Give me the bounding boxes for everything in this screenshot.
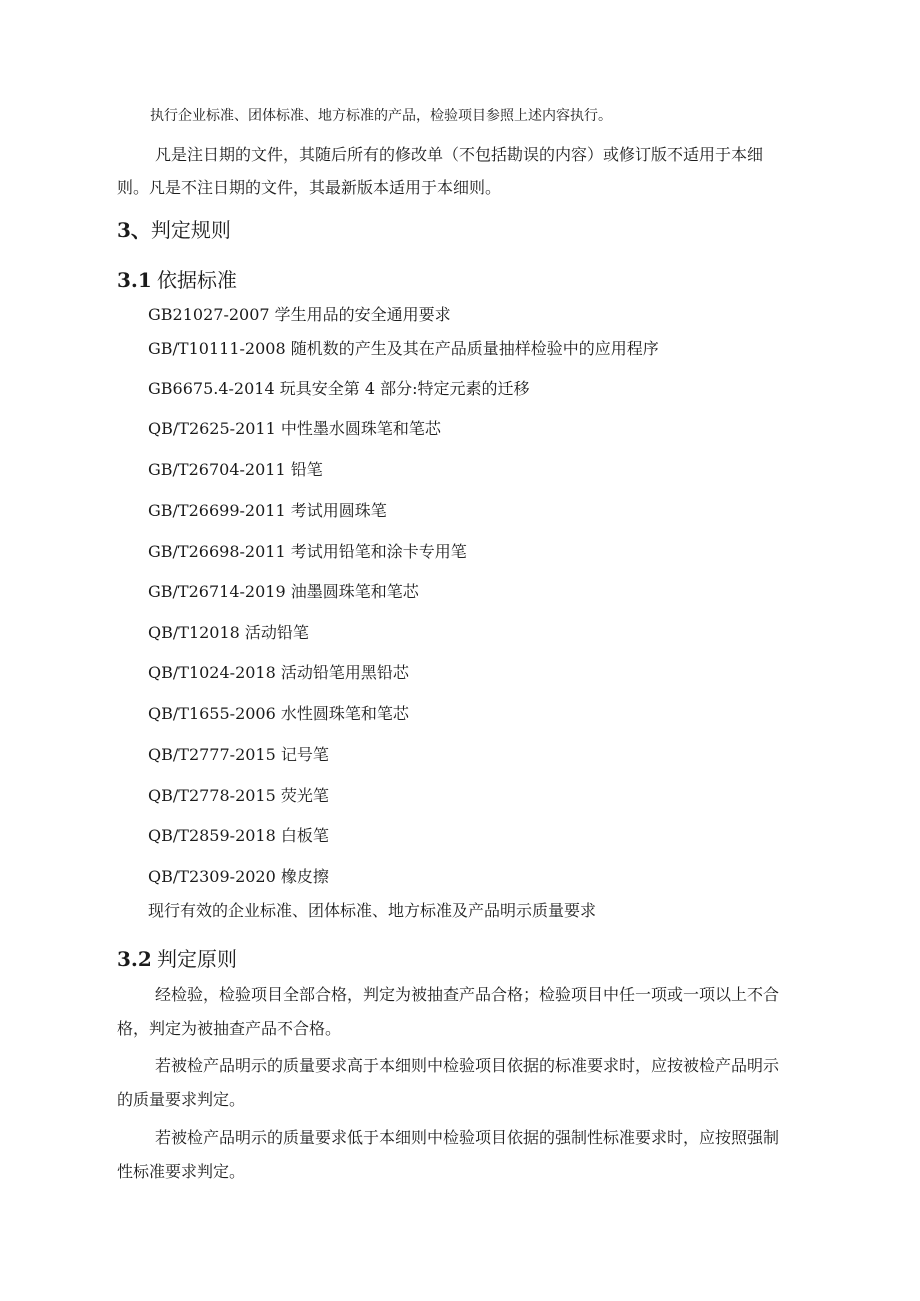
principle-paragraph-3-line-1: 若被检产品明示的质量要求低于本细则中检验项目依据的强制性标准要求时，应按照强制: [155, 1128, 780, 1147]
principle-paragraph-1-line-2: 格，判定为被抽查产品不合格。: [117, 1019, 342, 1038]
standard-item: GB21027-2007 学生用品的安全通用要求: [148, 305, 451, 324]
standard-item: QB/T12018 活动铅笔: [148, 623, 309, 642]
section-3-title: 判定规则: [150, 218, 231, 242]
standard-item: GB6675.4-2014 玩具安全第 4 部分:特定元素的迁移: [148, 379, 530, 398]
standards-closing-line: 现行有效的企业标准、团体标准、地方标准及产品明示质量要求: [148, 901, 597, 920]
standard-item: GB/T10111-2008 随机数的产生及其在产品质量抽样检验中的应用程序: [148, 339, 659, 358]
standard-item: QB/T2309-2020 橡皮擦: [148, 867, 329, 886]
section-3-2-title: 判定原则: [157, 947, 237, 971]
principle-paragraph-2-line-2: 的质量要求判定。: [117, 1090, 246, 1109]
principle-paragraph-2-line-1: 若被检产品明示的质量要求高于本细则中检验项目依据的标准要求时，应按被检产品明示: [155, 1056, 780, 1075]
dated-docs-paragraph-line-2: 则。凡是不注日期的文件，其最新版本适用于本细则。: [117, 178, 502, 197]
dated-docs-paragraph-line-1: 凡是注日期的文件，其随后所有的修改单（不包括勘误的内容）或修订版不适用于本细: [155, 145, 764, 164]
section-3-1-number: 3.1: [117, 268, 152, 292]
section-3-1-title: 依据标准: [157, 268, 237, 292]
standard-item: GB/T26699-2011 考试用圆珠笔: [148, 501, 387, 520]
standard-item: QB/T1024-2018 活动铅笔用黑铅芯: [148, 663, 409, 682]
section-3-2-number: 3.2: [117, 947, 152, 971]
intro-line: 执行企业标准、团体标准、地方标准的产品，检验项目参照上述内容执行。: [150, 108, 612, 124]
standard-item: QB/T2859-2018 白板笔: [148, 826, 329, 845]
section-3-2-heading: [117, 943, 237, 972]
section-3-number: 3、: [117, 218, 151, 242]
principle-paragraph-1-line-1: 经检验，检验项目全部合格，判定为被抽查产品合格；检验项目中任一项或一项以上不合: [155, 985, 780, 1004]
standard-item: QB/T1655-2006 水性圆珠笔和笔芯: [148, 704, 409, 723]
standard-item: QB/T2625-2011 中性墨水圆珠笔和笔芯: [148, 419, 441, 438]
standard-item: GB/T26714-2019 油墨圆珠笔和笔芯: [148, 582, 419, 601]
section-3-1-heading: [117, 264, 237, 293]
standard-item: QB/T2777-2015 记号笔: [148, 745, 329, 764]
principle-paragraph-3-line-2: 性标准要求判定。: [117, 1162, 246, 1181]
standard-item: GB/T26704-2011 铅笔: [148, 460, 323, 479]
standard-item: QB/T2778-2015 荧光笔: [148, 786, 329, 805]
section-3-heading: [117, 214, 231, 243]
standard-item: GB/T26698-2011 考试用铅笔和涂卡专用笔: [148, 542, 467, 561]
